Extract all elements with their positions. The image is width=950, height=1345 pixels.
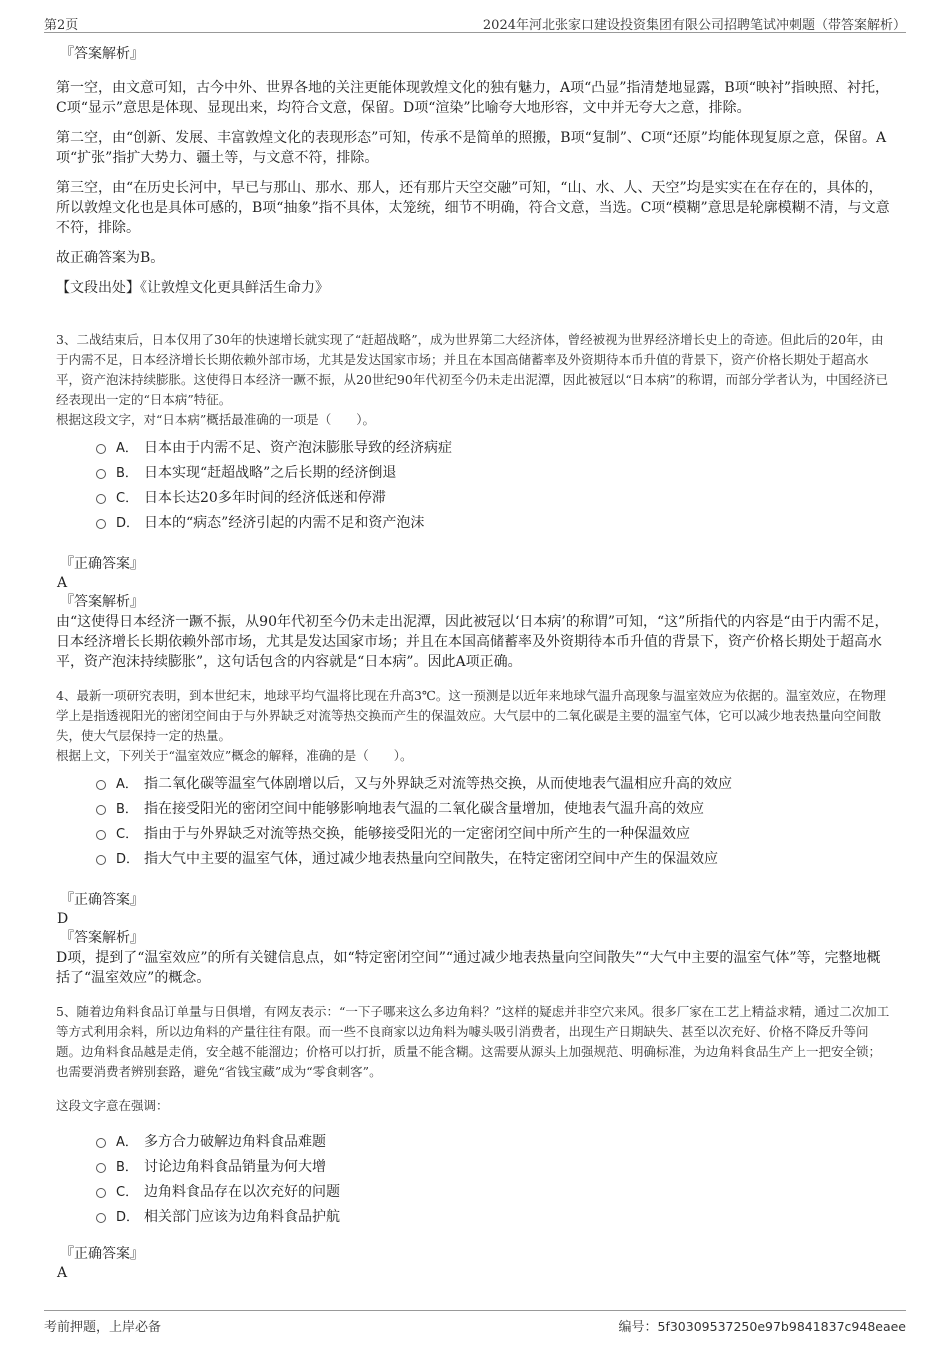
- question-prompt: 根据上文，下列关于“温室效应”概念的解释，准确的是（ ）。: [56, 748, 413, 763]
- correct-answer-label: 『正确答案』: [60, 1246, 144, 1262]
- analysis-label: 『答案解析』: [60, 930, 144, 946]
- radio-icon[interactable]: [96, 805, 106, 815]
- question-5: [56, 1002, 892, 1282]
- radio-icon[interactable]: [96, 1138, 106, 1148]
- radio-icon[interactable]: [96, 1188, 106, 1198]
- analysis-label: 『答案解析』: [60, 594, 144, 610]
- question-stem: 4、最新一项研究表明，到本世纪末，地球平均气温将比现在升高3℃。这一预测是以近年来地球气温升高现象与温室效应为依据的。温室效应，在物理学上是指透视阳光的密闭空间由于与外界缺乏对流等热交换而产生的保温效应。大气层中的二氧化碳是主要的温室气体，它可以减少地表热量向空间散失，使大气层保持一定的热量。: [56, 688, 886, 743]
- analysis-paragraph: 第三空，由“在历史长河中，早已与那山、那水、那人，还有那片天空交融”可知，“山、水、人、天空”均是实实在在存在的，具体的，所以敦煌文化也是具体可感的，B项“抽象”指不具体，太笼统，细节不明确，符合文意，当选。C项“模糊”意思是轮廓模糊不清，与文意不符，排除。: [56, 180, 890, 236]
- options-list: [96, 772, 892, 872]
- radio-icon[interactable]: [96, 1163, 106, 1173]
- analysis-paragraph: 第一空，由文意可知，古今中外、世界各地的关注更能体现敦煌文化的独有魅力，A项“凸显”指清楚地显露，B项“映衬”指映照、衬托，C项“显示”意思是体现、显现出来，均符合文意，保留。D项“渲染”比喻夸大地形容，文中并无夸大之意，排除。: [56, 80, 890, 116]
- radio-icon[interactable]: [96, 830, 106, 840]
- options-list: [96, 1130, 892, 1230]
- option-c[interactable]: C． 日本长达20多年时间的经济低迷和停滞: [96, 486, 892, 511]
- footer-slogan: 考前押题，上岸必备: [44, 1320, 162, 1335]
- question-stem: 5、随着边角料食品订单量与日俱增，有网友表示：“一下子哪来这么多边角料？”这样的疑虑并非空穴来风。很多厂家在工艺上精益求精，通过二次加工等方式利用余料，所以边角料的产量往往有限。而一些不良商家以边角料为噱头吸引消费者，出现生产日期缺失、甚至以次充好、价格不降反升等问题。边角料食品越是走俏，安全越不能溜边；价格可以打折，质量不能含糊。这需要从源头上加强规范、明确标准，为边角料食品生产上一把安全锁；也需要消费者辨别套路，避免“省钱宝藏”成为“零食刺客”。: [56, 1004, 890, 1079]
- page-content: [56, 44, 892, 1282]
- page-number: 第2页: [44, 18, 79, 33]
- correct-answer-value: A: [57, 1265, 68, 1281]
- option-c[interactable]: C． 指由于与外界缺乏对流等热交换，能够接受阳光的一定密闭空间中所产生的一种保温效应: [96, 822, 892, 847]
- option-d[interactable]: D． 指大气中主要的温室气体，通过减少地表热量向空间散失，在特定密闭空间中产生的保温效应: [96, 847, 892, 872]
- option-a[interactable]: A． 指二氧化碳等温室气体剧增以后，又与外界缺乏对流等热交换，从而使地表气温相应升高的效应: [96, 772, 892, 797]
- analysis-text: D项，提到了“温室效应”的所有关键信息点，如“特定密闭空间”“通过减少地表热量向空间散失”“大气中主要的温室气体”等，完整地概括了“温室效应”的概念。: [56, 950, 881, 986]
- options-list: [96, 436, 892, 536]
- radio-icon[interactable]: [96, 780, 106, 790]
- analysis-label: 『答案解析』: [60, 46, 144, 62]
- radio-icon[interactable]: [96, 1213, 106, 1223]
- question-stem: 3、二战结束后，日本仅用了30年的快速增长就实现了“赶超战略”，成为世界第二大经济体，曾经被视为世界经济增长史上的奇迹。但此后的20年，由于内需不足，日本经济增长长期依赖外部市场，尤其是发达国家市场；并且在本国高储蓄率及外资期待本币升值的背景下，资产价格长期处于超高水平，资产泡沫持续膨胀。这使得日本经济一蹶不振，从20世纪90年代初至今仍未走出泥潭，因此被冠以“日本病”的称谓，而部分学者认为，中国经济已经表现出一定的“日本病”特征。: [56, 332, 889, 407]
- question-prompt: 根据这段文字，对“日本病”概括最准确的一项是（ ）。: [56, 412, 376, 427]
- option-d[interactable]: D． 相关部门应该为边角料食品护航: [96, 1205, 892, 1230]
- prev-question-analysis: [56, 44, 892, 298]
- analysis-paragraph: 第二空，由“创新、发展、丰富敦煌文化的表现形态”可知，传承不是简单的照搬，B项“复制”、C项“还原”均能体现复原之意，保留。A项“扩张”指扩大势力、疆土等，与文意不符，排除。: [56, 130, 887, 166]
- page-footer: [44, 1310, 906, 1335]
- question-3: [56, 330, 892, 672]
- option-a[interactable]: A． 日本由于内需不足、资产泡沫膨胀导致的经济病症: [96, 436, 892, 461]
- correct-answer-value: D: [57, 911, 69, 927]
- question-4: [56, 686, 892, 988]
- correct-answer-value: A: [57, 575, 68, 591]
- radio-icon[interactable]: [96, 494, 106, 504]
- source-citation: 【文段出处】《让敦煌文化更具鲜活生命力》: [56, 280, 329, 296]
- final-answer-note: 故正确答案为B。: [56, 250, 165, 266]
- option-d[interactable]: D． 日本的“病态”经济引起的内需不足和资产泡沫: [96, 511, 892, 536]
- option-b[interactable]: B． 指在接受阳光的密闭空间中能够影响地表气温的二氧化碳含量增加，使地表气温升高的效应: [96, 797, 892, 822]
- document-title: 2024年河北张家口建设投资集团有限公司招聘笔试冲刺题（带答案解析）: [482, 18, 906, 33]
- correct-answer-label: 『正确答案』: [60, 892, 144, 908]
- radio-icon[interactable]: [96, 855, 106, 865]
- analysis-text: 由“这使得日本经济一蹶不振，从90年代初至今仍未走出泥潭，因此被冠以‘日本病’的称谓”可知，“这”所指代的内容是“由于内需不足，日本经济增长长期依赖外部市场，尤其是发达国家市场；并且在本国高储蓄率及外资期待本币升值的背景下，资产价格长期处于超高水平，资产泡沫持续膨胀”，这句话包含的内容就是“日本病”。因此A项正确。: [56, 614, 889, 670]
- radio-icon[interactable]: [96, 444, 106, 454]
- option-b[interactable]: B． 讨论边角料食品销量为何大增: [96, 1155, 892, 1180]
- option-a[interactable]: A． 多方合力破解边角料食品难题: [96, 1130, 892, 1155]
- question-prompt: 这段文字意在强调：: [56, 1098, 169, 1113]
- option-b[interactable]: B． 日本实现“赶超战略”之后长期的经济倒退: [96, 461, 892, 486]
- page-header: [44, 10, 906, 33]
- document-code: 编号：5f30309537250e97b9841837c948eaee: [618, 1319, 906, 1335]
- correct-answer-label: 『正确答案』: [60, 556, 144, 572]
- option-c[interactable]: C． 边角料食品存在以次充好的问题: [96, 1180, 892, 1205]
- radio-icon[interactable]: [96, 469, 106, 479]
- radio-icon[interactable]: [96, 519, 106, 529]
